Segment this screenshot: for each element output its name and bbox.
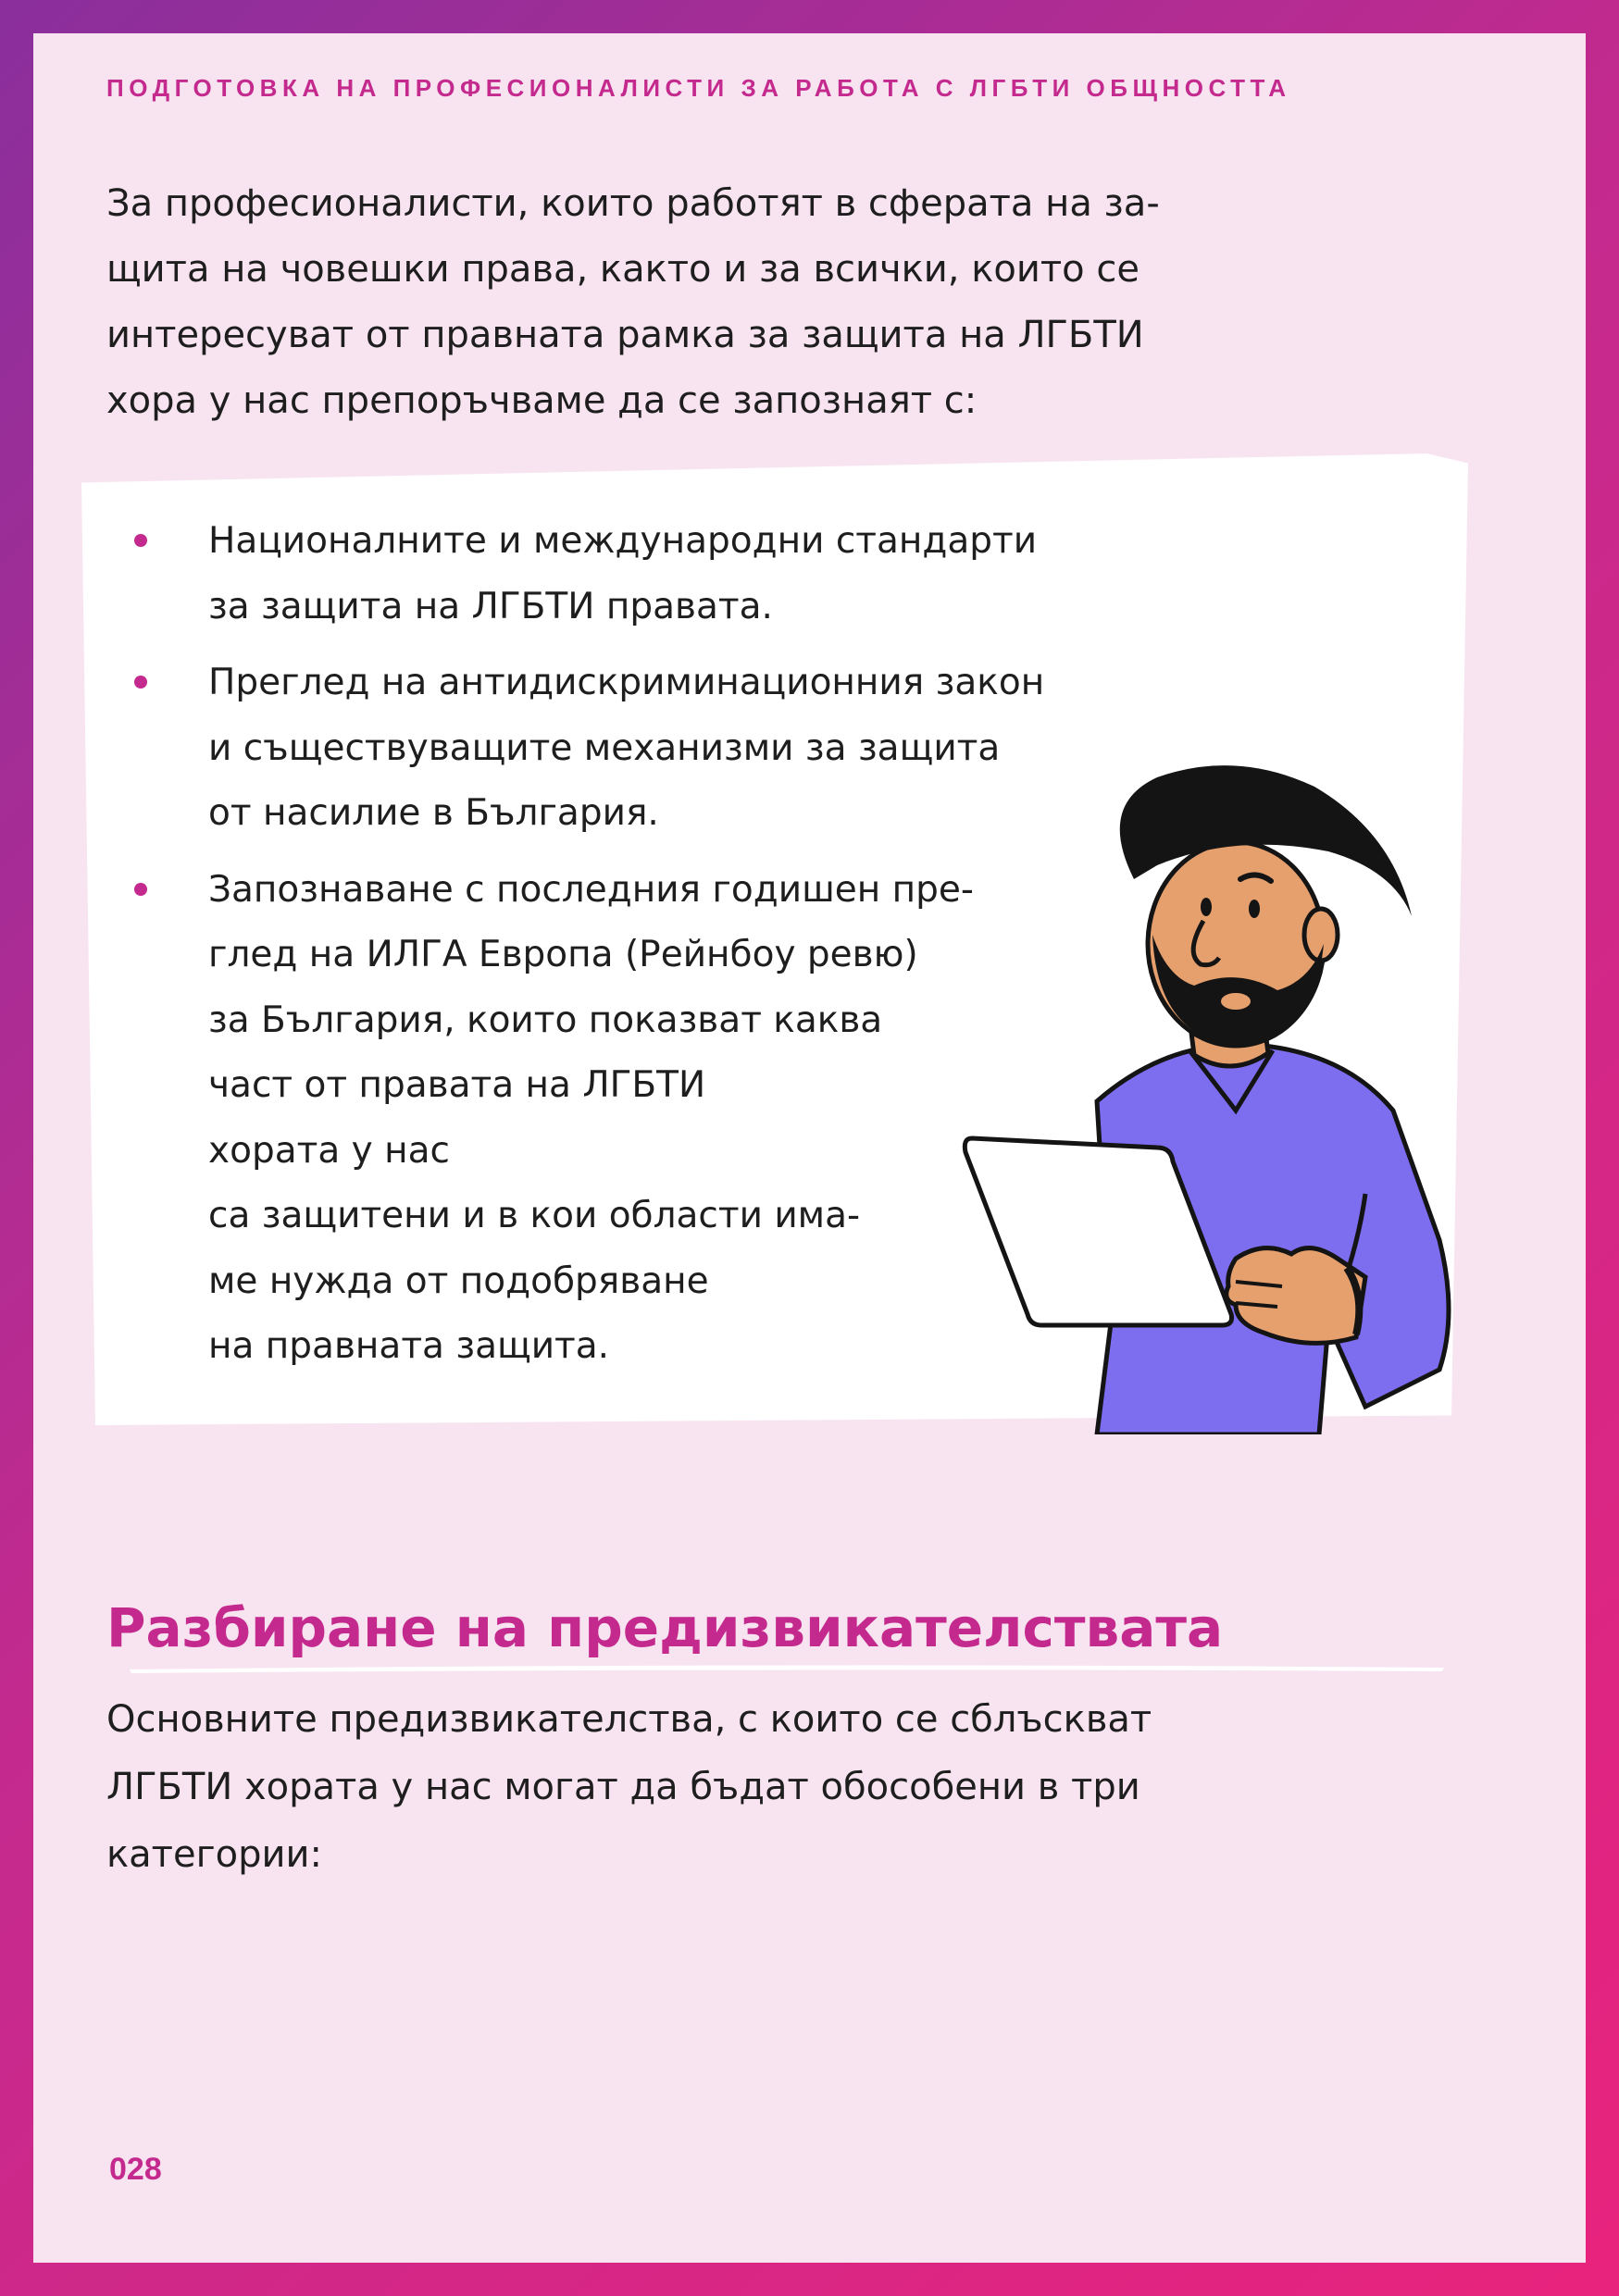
- list-item-line: на правната защита.: [208, 1325, 610, 1367]
- list-item: [130, 509, 1055, 639]
- list-item-line: част от правата на ЛГБТИ: [208, 1064, 706, 1106]
- bullet-dot: [134, 534, 147, 547]
- intro-line: щита на човешки права, както и за всички, които се: [106, 248, 1140, 291]
- section-line: Основните предизвикателства, с които се сблъскват: [106, 1698, 1152, 1741]
- eye-left: [1201, 898, 1212, 916]
- list-item-line: Преглед на антидискриминационния закон: [208, 662, 1045, 703]
- bullet-dot: [134, 883, 147, 896]
- man-with-laptop-illustration: [958, 759, 1532, 1434]
- intro-paragraph: [106, 171, 1361, 434]
- section-line: категории:: [106, 1833, 322, 1876]
- list-item-line: и съществуващите механизми за защита: [208, 726, 1001, 769]
- section-title: Разбиране на предизвикателствата: [106, 1596, 1224, 1659]
- recommendations-list: [130, 509, 1055, 1391]
- list-item-line: хората у нас: [208, 1129, 450, 1172]
- intro-line: хора у нас препоръчваме да се запознаят с:: [106, 379, 978, 422]
- list-item-line: от насилие в България.: [208, 792, 659, 834]
- mouth: [1221, 993, 1251, 1010]
- page-number: 028: [109, 2152, 162, 2187]
- list-item-line: за защита на ЛГБТИ правата.: [208, 585, 773, 627]
- eye-right: [1249, 900, 1260, 918]
- section-title-underline: [130, 1657, 1444, 1675]
- list-item-line: Запознаване с последния годишен пре-: [208, 868, 974, 911]
- list-item: [130, 858, 1055, 1380]
- list-item-line: ме нужда от подобряване: [208, 1260, 709, 1302]
- list-item: [130, 651, 1055, 847]
- section-paragraph: [106, 1686, 1361, 1889]
- running-header: ПОДГОТОВКА НА ПРОФЕСИОНАЛИСТИ ЗА РАБОТА С ЛГБТИ ОБЩНОСТТА: [106, 74, 1291, 102]
- underline-stroke: [130, 1665, 1444, 1673]
- list-item-line: Националните и международни стандарти: [208, 520, 1038, 562]
- section-line: ЛГБТИ хората у нас могат да бъдат обособени в три: [106, 1766, 1140, 1808]
- list-item-line: за България, които показват каква: [208, 999, 883, 1041]
- list-item-line: са защитени и в кои области има-: [208, 1195, 861, 1236]
- intro-line: За професионалисти, които работят в сферата на за-: [106, 182, 1160, 225]
- intro-line: интересуват от правната рамка за защита на ЛГБТИ: [106, 314, 1144, 356]
- bullet-dot: [134, 676, 147, 689]
- list-item-line: глед на ИЛГА Европа (Рейнбоу ревю): [208, 934, 918, 975]
